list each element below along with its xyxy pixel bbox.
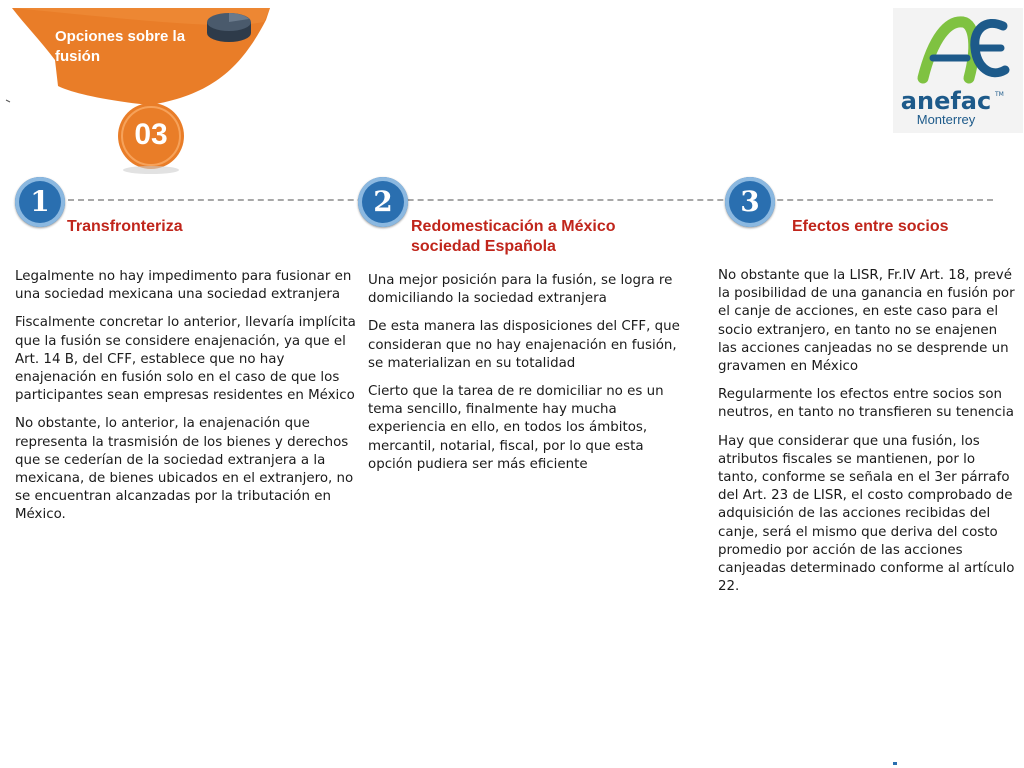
pie-chart-icon bbox=[207, 13, 251, 42]
step-2-paragraph: Cierto que la tarea de re domiciliar no es un tema sencillo, finalmente hay mucha experiencia en ello, en todos los ámbitos, mercantil, notarial, fiscal, por lo que esta opción pudiera ser más eficiente bbox=[368, 384, 664, 472]
decorative-dot bbox=[893, 762, 897, 765]
step-1-heading: Transfronteriza bbox=[67, 218, 183, 235]
step-2-body bbox=[368, 272, 688, 484]
logo-trademark: TM bbox=[995, 91, 1004, 98]
step-1-paragraph: No obstante, lo anterior, la enajenación que representa la trasmisión de los bienes y derechos que se cederían de la sociedad extranjera a la mexicana, de bienes ubicados en el extranjero, no se encuentran alcanzadas por la tributación en México. bbox=[15, 416, 354, 523]
anefac-logo bbox=[893, 8, 1023, 133]
section-banner bbox=[0, 0, 300, 190]
step-3-number: 3 bbox=[725, 177, 775, 227]
step-3-heading: Efectos entre socios bbox=[792, 218, 949, 235]
step-1-paragraph: Legalmente no hay impedimento para fusionar en una sociedad mexicana una sociedad extranjera bbox=[15, 269, 352, 303]
step-1-number: 1 bbox=[15, 177, 65, 227]
section-number: 03 bbox=[134, 118, 168, 151]
step-1-paragraph: Fiscalmente concretar lo anterior, llevaría implícita que la fusión se considere enajenación, ya que el Art. 14 B, del CFF, establece que no hay enajenación en fusión solo en el caso de que los participantes sean empresas residentes en México bbox=[15, 315, 356, 404]
step-2-paragraph: De esta manera las disposiciones del CFF, que consideran que no hay enajenación en fusión, se materializan en su totalidad bbox=[368, 319, 680, 371]
step-3-body bbox=[718, 267, 1018, 606]
banner-title: Opciones sobre la fusión bbox=[55, 28, 186, 65]
step-3-paragraph: No obstante que la LISR, Fr.IV Art. 18, prevé la posibilidad de una ganancia en fusión por el canje de acciones, en este caso para el socio extranjero, en tanto no se enajenen las acciones canjeadas no se desprende un gravamen en México bbox=[718, 268, 1015, 375]
step-3-paragraph: Hay que considerar que una fusión, los atributos fiscales se mantienen, por lo tanto, conforme se señala en el 3er párrafo del Art. 23 de LISR, el costo comprobado de adquisición de las acciones recibidas del canje, será el mismo que deriva del costo promedio por acción de las acciones canjeadas determinado conforme al artículo 22. bbox=[718, 433, 1015, 595]
anefac-emblem-icon bbox=[893, 8, 1023, 88]
timeline-divider bbox=[68, 199, 993, 201]
step-3-paragraph: Regularmente los efectos entre socios son neutros, en tanto no transfieren su tenencia bbox=[718, 387, 1014, 421]
step-2-paragraph: Una mejor posición para la fusión, se logra re domiciliando la sociedad extranjera bbox=[368, 273, 673, 307]
logo-brand-text: anefac bbox=[900, 87, 992, 115]
step-1-body bbox=[15, 268, 360, 535]
step-2-number: 2 bbox=[358, 177, 408, 227]
logo-subtitle: Monterrey bbox=[916, 112, 976, 127]
step-2-heading: Redomesticación a México sociedad Española bbox=[411, 218, 616, 255]
